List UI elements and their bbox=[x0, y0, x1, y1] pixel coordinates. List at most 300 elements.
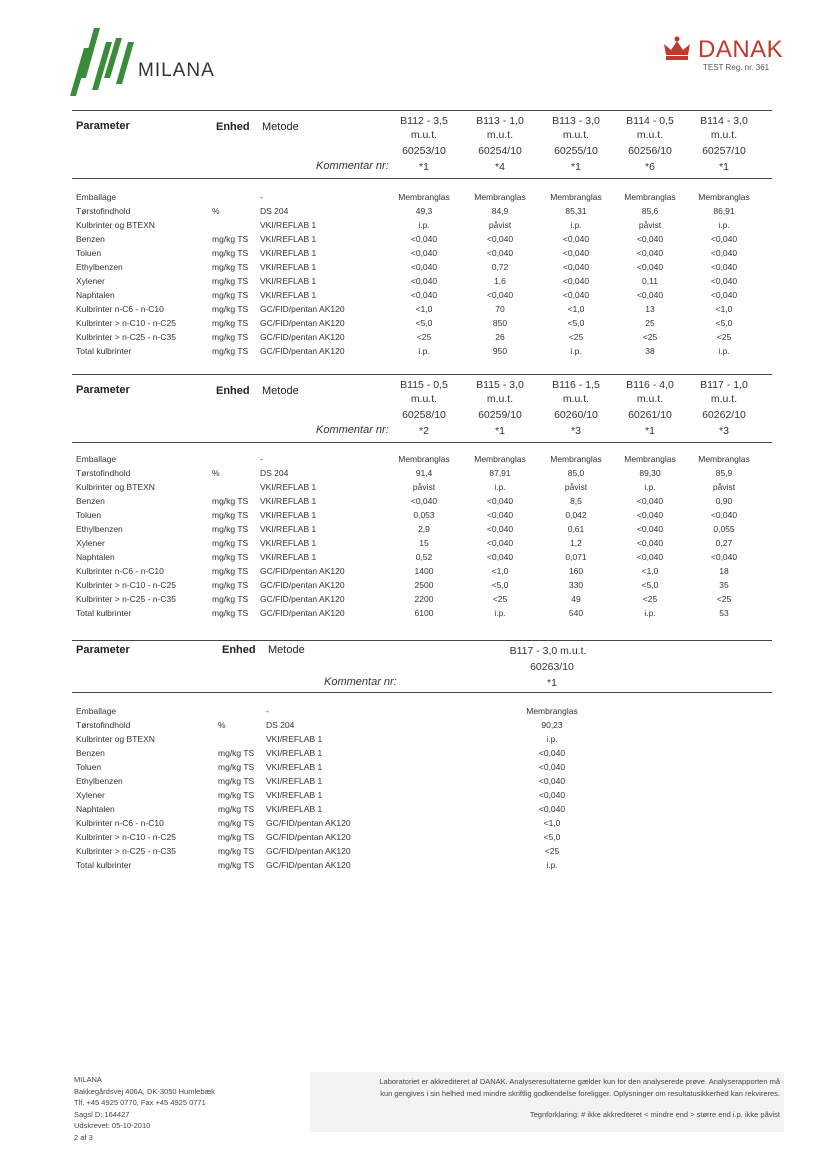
param-unit: mg/kg TS bbox=[212, 234, 249, 244]
sample-id: 60258/10 bbox=[402, 409, 446, 421]
cell-value: <0,040 bbox=[562, 234, 590, 244]
param-name: Total kulbrinter bbox=[76, 608, 132, 618]
param-name: Tørstofindhold bbox=[76, 720, 131, 730]
disclaimer-line: Laboratoriet er akkrediteret af DANAK. Analyseresultaterne gælder kun for den analyserede prøve. Analyserapporten må bbox=[379, 1077, 780, 1086]
table-row bbox=[72, 748, 772, 762]
cell-value: påvist bbox=[412, 482, 436, 492]
param-name: Kulbrinter > n-C25 - n-C35 bbox=[76, 594, 176, 604]
cell-value: i.p. bbox=[718, 346, 730, 356]
cell-value: 85,9 bbox=[715, 468, 733, 478]
cell-value: 0,72 bbox=[491, 262, 509, 272]
cell-value: <0,040 bbox=[410, 290, 438, 300]
param-name: Kulbrinter > n-C10 - n-C25 bbox=[76, 580, 176, 590]
cell-value: <25 bbox=[642, 332, 658, 342]
sample-komm: *4 bbox=[495, 161, 505, 173]
cell-value: 84,9 bbox=[491, 206, 509, 216]
footer-line: Tlf. +45 4925 0770, Fax +45 4925 0771 bbox=[74, 1098, 206, 1107]
param-unit: % bbox=[212, 206, 220, 216]
param-name: Kulbrinter og BTEXN bbox=[76, 220, 155, 230]
sample-name: B113 - 1,0 bbox=[476, 115, 524, 127]
cell-value: 0,27 bbox=[715, 538, 733, 548]
param-name: Toluen bbox=[76, 510, 102, 520]
cell-value: <5,0 bbox=[641, 580, 659, 590]
param-method: GC/FID/pentan AK120 bbox=[266, 818, 351, 828]
cell-value: <25 bbox=[716, 332, 732, 342]
param-unit: mg/kg TS bbox=[212, 594, 249, 604]
param-method: GC/FID/pentan AK120 bbox=[266, 846, 351, 856]
param-unit: mg/kg TS bbox=[218, 762, 255, 772]
cell-value: Membranglas bbox=[698, 454, 750, 464]
table-row bbox=[72, 248, 772, 262]
cell-value: <0,040 bbox=[636, 290, 664, 300]
table-row bbox=[72, 468, 772, 482]
cell-value: Membranglas bbox=[624, 192, 676, 202]
param-method: - bbox=[260, 454, 263, 464]
cell-value: 1,2 bbox=[570, 538, 582, 548]
col-header-parameter: Parameter bbox=[76, 384, 130, 396]
param-unit: mg/kg TS bbox=[212, 248, 249, 258]
cell-value: 70 bbox=[495, 304, 505, 314]
param-name: Kulbrinter og BTEXN bbox=[76, 734, 155, 744]
table-row bbox=[72, 706, 772, 720]
sample-mut: m.u.t. bbox=[636, 393, 664, 405]
cell-value: <0,040 bbox=[410, 234, 438, 244]
cell-value: i.p. bbox=[418, 220, 430, 230]
sample-komm: *1 bbox=[719, 161, 729, 173]
table-row bbox=[72, 496, 772, 510]
param-method: VKI/REFLAB 1 bbox=[260, 234, 317, 244]
cell-value: <0,040 bbox=[486, 510, 514, 520]
sample-mut: m.u.t. bbox=[410, 393, 438, 405]
param-name: Kulbrinter > n-C25 - n-C35 bbox=[76, 846, 176, 856]
param-unit: mg/kg TS bbox=[218, 832, 255, 842]
cell-value: <0,040 bbox=[486, 496, 514, 506]
table-row bbox=[72, 538, 772, 552]
param-name: Toluen bbox=[76, 248, 102, 258]
footer-line: Bakkegårdsvej 406A, DK-3050 Humlebæk bbox=[74, 1086, 215, 1096]
cell-value: i.p. bbox=[546, 860, 558, 870]
cell-value: <0,040 bbox=[562, 248, 590, 258]
table-row bbox=[72, 762, 772, 776]
cell-value: <25 bbox=[716, 594, 732, 604]
col-header-metode: Metode bbox=[262, 121, 299, 133]
cell-value: <25 bbox=[492, 594, 508, 604]
cell-value: <0,040 bbox=[410, 262, 438, 272]
table-row bbox=[72, 192, 772, 206]
col-header-metode: Metode bbox=[262, 385, 299, 397]
param-unit: % bbox=[218, 720, 226, 730]
param-method: - bbox=[266, 706, 269, 716]
danak-logo-text: DANAK bbox=[698, 36, 784, 63]
sample-id: 60256/10 bbox=[628, 145, 672, 157]
cell-value: <0,040 bbox=[486, 524, 514, 534]
param-name: Ethylbenzen bbox=[76, 262, 123, 272]
param-unit: mg/kg TS bbox=[212, 608, 249, 618]
table-row bbox=[72, 304, 772, 318]
cell-value: 0,11 bbox=[642, 276, 658, 286]
cell-value: <0,040 bbox=[710, 510, 738, 520]
cell-value: 1400 bbox=[414, 566, 434, 576]
cell-value: <0,040 bbox=[636, 234, 664, 244]
sample-name: B114 - 3,0 bbox=[700, 115, 748, 127]
param-unit: mg/kg TS bbox=[212, 332, 249, 342]
param-method: GC/FID/pentan AK120 bbox=[260, 580, 345, 590]
param-unit: mg/kg TS bbox=[218, 776, 255, 786]
param-unit: mg/kg TS bbox=[212, 510, 249, 520]
cell-value: i.p. bbox=[494, 608, 506, 618]
param-method: VKI/REFLAB 1 bbox=[260, 552, 317, 562]
cell-value: <1,0 bbox=[641, 566, 659, 576]
sample-mut: m.u.t. bbox=[562, 129, 590, 141]
param-method: GC/FID/pentan AK120 bbox=[266, 832, 351, 842]
sample-id: 60262/10 bbox=[702, 409, 746, 421]
cell-value: Membranglas bbox=[398, 454, 450, 464]
divider bbox=[72, 374, 772, 375]
sample-mut: m.u.t. bbox=[710, 393, 738, 405]
table-row bbox=[72, 832, 772, 846]
param-method: VKI/REFLAB 1 bbox=[266, 734, 323, 744]
param-method: VKI/REFLAB 1 bbox=[260, 510, 317, 520]
cell-value: <5,0 bbox=[491, 580, 509, 590]
cell-value: <0,040 bbox=[562, 262, 590, 272]
param-unit: mg/kg TS bbox=[218, 790, 255, 800]
param-name: Ethylbenzen bbox=[76, 776, 123, 786]
param-unit: mg/kg TS bbox=[212, 262, 249, 272]
cell-value: 38 bbox=[645, 346, 655, 356]
param-name: Kulbrinter og BTEXN bbox=[76, 482, 155, 492]
cell-value: i.p. bbox=[494, 482, 506, 492]
milana-logo-icon bbox=[70, 28, 140, 96]
cell-value: 0,071 bbox=[565, 552, 587, 562]
cell-value: 330 bbox=[568, 580, 584, 590]
cell-value: <0,040 bbox=[710, 276, 738, 286]
cell-value: <0,040 bbox=[486, 248, 514, 258]
param-name: Naphtalen bbox=[76, 290, 115, 300]
cell-value: 2200 bbox=[414, 594, 434, 604]
divider bbox=[72, 442, 772, 443]
table-row bbox=[72, 220, 772, 234]
param-method: VKI/REFLAB 1 bbox=[260, 220, 317, 230]
cell-value: 25 bbox=[645, 318, 655, 328]
logo-text: MILANA bbox=[138, 60, 215, 81]
param-method: VKI/REFLAB 1 bbox=[266, 776, 323, 786]
sample-mut: m.u.t. bbox=[486, 129, 514, 141]
cell-value: 86,91 bbox=[713, 206, 735, 216]
cell-value: 89,30 bbox=[639, 468, 661, 478]
footer-line: Udskrevet: 05-10-2010 bbox=[74, 1121, 151, 1130]
cell-value: Membranglas bbox=[550, 192, 602, 202]
cell-value: <0,040 bbox=[636, 552, 664, 562]
cell-value: 49,3 bbox=[415, 206, 433, 216]
cell-value: <0,040 bbox=[486, 538, 514, 548]
cell-value: <0,040 bbox=[636, 262, 664, 272]
param-method: GC/FID/pentan AK120 bbox=[260, 608, 345, 618]
cell-value: Membranglas bbox=[398, 192, 450, 202]
param-name: Xylener bbox=[76, 538, 105, 548]
param-name: Naphtalen bbox=[76, 552, 115, 562]
param-name: Emballage bbox=[76, 706, 117, 716]
table-row bbox=[72, 790, 772, 804]
param-method: GC/FID/pentan AK120 bbox=[260, 304, 345, 314]
cell-value: <0,040 bbox=[710, 234, 738, 244]
cell-value: 15 bbox=[419, 538, 429, 548]
cell-value: <0,040 bbox=[410, 248, 438, 258]
param-method: VKI/REFLAB 1 bbox=[266, 762, 323, 772]
cell-value: <0,040 bbox=[486, 234, 514, 244]
cell-value: <25 bbox=[416, 332, 432, 342]
cell-value: 0,90 bbox=[715, 496, 733, 506]
param-method: VKI/REFLAB 1 bbox=[260, 248, 317, 258]
cell-value: Membranglas bbox=[474, 192, 526, 202]
param-unit: mg/kg TS bbox=[212, 538, 249, 548]
results-table-1 bbox=[72, 110, 772, 370]
cell-value: <25 bbox=[642, 594, 658, 604]
cell-value: Membranglas bbox=[698, 192, 750, 202]
param-method: GC/FID/pentan AK120 bbox=[260, 594, 345, 604]
cell-value: <0,040 bbox=[410, 276, 438, 286]
table-row bbox=[72, 332, 772, 346]
sample-id: 60260/10 bbox=[554, 409, 598, 421]
cell-value: 13 bbox=[645, 304, 655, 314]
sample-komm: *3 bbox=[719, 425, 729, 437]
cell-value: <0,040 bbox=[636, 524, 664, 534]
param-method: GC/FID/pentan AK120 bbox=[260, 318, 345, 328]
col-header-parameter: Parameter bbox=[76, 120, 130, 132]
table-row bbox=[72, 846, 772, 860]
cell-value: i.p. bbox=[644, 482, 656, 492]
table-row bbox=[72, 566, 772, 580]
param-unit: mg/kg TS bbox=[218, 804, 255, 814]
cell-value: <0,040 bbox=[710, 552, 738, 562]
param-name: Kulbrinter > n-C10 - n-C25 bbox=[76, 832, 176, 842]
param-name: Tørstofindhold bbox=[76, 468, 131, 478]
divider bbox=[72, 110, 772, 111]
cell-value: 2,9 bbox=[418, 524, 430, 534]
table-row bbox=[72, 290, 772, 304]
results-table-3 bbox=[72, 640, 772, 880]
table-row bbox=[72, 818, 772, 832]
param-method: VKI/REFLAB 1 bbox=[260, 482, 317, 492]
sample-komm: *1 bbox=[571, 161, 581, 173]
param-unit: mg/kg TS bbox=[212, 566, 249, 576]
cell-value: 540 bbox=[568, 608, 584, 618]
cell-value: <1,0 bbox=[543, 818, 561, 828]
cell-value: 85,6 bbox=[641, 206, 659, 216]
cell-value: <0,040 bbox=[636, 510, 664, 520]
cell-value: <1,0 bbox=[567, 304, 585, 314]
table-row bbox=[72, 804, 772, 818]
param-name: Xylener bbox=[76, 276, 105, 286]
cell-value: 6100 bbox=[414, 608, 434, 618]
param-method: DS 204 bbox=[260, 206, 289, 216]
cell-value: <1,0 bbox=[491, 566, 509, 576]
table-row bbox=[72, 860, 772, 874]
cell-value: 0,055 bbox=[713, 524, 735, 534]
param-name: Kulbrinter > n-C25 - n-C35 bbox=[76, 332, 176, 342]
param-method: VKI/REFLAB 1 bbox=[260, 524, 317, 534]
sample-id: 60254/10 bbox=[478, 145, 522, 157]
cell-value: <0,040 bbox=[538, 748, 566, 758]
cell-value: påvist bbox=[488, 220, 512, 230]
sample-id: 60261/10 bbox=[628, 409, 672, 421]
footer-line: 2 af 3 bbox=[74, 1132, 93, 1142]
kommentar-label: Kommentar nr: bbox=[316, 424, 389, 436]
param-name: Benzen bbox=[76, 748, 105, 758]
cell-value: 0,61 bbox=[567, 524, 585, 534]
sample-komm: *2 bbox=[419, 425, 429, 437]
cell-value: <0,040 bbox=[562, 276, 590, 286]
danak-crown-icon bbox=[662, 36, 692, 62]
cell-value: 0,053 bbox=[413, 510, 435, 520]
param-unit: mg/kg TS bbox=[212, 346, 249, 356]
cell-value: <0,040 bbox=[538, 804, 566, 814]
cell-value: <0,040 bbox=[636, 496, 664, 506]
divider bbox=[72, 692, 772, 693]
kommentar-label: Kommentar nr: bbox=[316, 160, 389, 172]
cell-value: <0,040 bbox=[710, 290, 738, 300]
cell-value: <0,040 bbox=[486, 290, 514, 300]
cell-value: <0,040 bbox=[710, 248, 738, 258]
param-unit: % bbox=[212, 468, 220, 478]
sample-mut: m.u.t. bbox=[486, 393, 514, 405]
cell-value: i.p. bbox=[644, 608, 656, 618]
sample-name: B117 - 3,0 m.u.t. bbox=[509, 645, 587, 657]
table-row bbox=[72, 482, 772, 496]
sample-id: 60253/10 bbox=[402, 145, 446, 157]
param-method: GC/FID/pentan AK120 bbox=[260, 566, 345, 576]
param-unit: mg/kg TS bbox=[212, 318, 249, 328]
sample-komm: *1 bbox=[419, 161, 429, 173]
sample-name: B116 - 4,0 bbox=[626, 379, 674, 391]
cell-value: <0,040 bbox=[538, 776, 566, 786]
table-row bbox=[72, 720, 772, 734]
danak-reg-number: TEST Reg. nr. 361 bbox=[703, 63, 770, 72]
cell-value: <0,040 bbox=[636, 248, 664, 258]
param-unit: mg/kg TS bbox=[212, 496, 249, 506]
cell-value: <1,0 bbox=[715, 304, 733, 314]
cell-value: 1,6 bbox=[494, 276, 506, 286]
cell-value: <1,0 bbox=[415, 304, 433, 314]
param-unit: mg/kg TS bbox=[212, 524, 249, 534]
param-name: Xylener bbox=[76, 790, 105, 800]
cell-value: <0,040 bbox=[410, 496, 438, 506]
cell-value: i.p. bbox=[570, 220, 582, 230]
table-row bbox=[72, 276, 772, 290]
footer-line: Sagsl D: 164427 bbox=[74, 1109, 130, 1119]
table-row bbox=[72, 234, 772, 248]
sample-name: B115 - 3,0 bbox=[476, 379, 524, 391]
col-header-metode: Metode bbox=[268, 644, 305, 656]
param-unit: mg/kg TS bbox=[212, 304, 249, 314]
sample-name: B117 - 1,0 bbox=[700, 379, 748, 391]
cell-value: påvist bbox=[638, 220, 662, 230]
cell-value: 26 bbox=[495, 332, 505, 342]
col-header-enhed: Enhed bbox=[216, 121, 250, 133]
sample-name: B116 - 1,5 bbox=[552, 379, 600, 391]
cell-value: <0,040 bbox=[538, 762, 566, 772]
param-method: - bbox=[260, 192, 263, 202]
param-method: VKI/REFLAB 1 bbox=[260, 538, 317, 548]
param-name: Naphtalen bbox=[76, 804, 115, 814]
param-name: Tørstofindhold bbox=[76, 206, 131, 216]
param-method: VKI/REFLAB 1 bbox=[266, 804, 323, 814]
sample-komm: *1 bbox=[547, 677, 557, 689]
param-name: Benzen bbox=[76, 234, 105, 244]
cell-value: <25 bbox=[568, 332, 584, 342]
sample-id: 60257/10 bbox=[702, 145, 746, 157]
cell-value: i.p. bbox=[546, 734, 558, 744]
divider bbox=[72, 640, 772, 641]
param-name: Total kulbrinter bbox=[76, 346, 132, 356]
footer-disclaimer bbox=[310, 1076, 780, 1100]
col-header-parameter: Parameter bbox=[76, 644, 130, 656]
table-row bbox=[72, 454, 772, 468]
divider bbox=[72, 178, 772, 179]
param-unit: mg/kg TS bbox=[212, 552, 249, 562]
param-name: Kulbrinter > n-C10 - n-C25 bbox=[76, 318, 176, 328]
cell-value: <0,040 bbox=[710, 262, 738, 272]
cell-value: i.p. bbox=[718, 220, 730, 230]
cell-value: Membranglas bbox=[526, 706, 578, 716]
cell-value: <5,0 bbox=[543, 832, 561, 842]
param-method: VKI/REFLAB 1 bbox=[266, 790, 323, 800]
footer-legend: Tegnforklaring: # ikke akkrediteret < mindre end > større end i.p. ikke påvist bbox=[529, 1110, 780, 1119]
sample-name: B114 - 0,5 bbox=[626, 115, 674, 127]
sample-name: B115 - 0,5 bbox=[400, 379, 448, 391]
sample-name: B112 - 3,5 bbox=[400, 115, 448, 127]
table-row bbox=[72, 608, 772, 622]
cell-value: påvist bbox=[564, 482, 588, 492]
param-method: DS 204 bbox=[260, 468, 289, 478]
cell-value: <0,040 bbox=[636, 538, 664, 548]
sample-id: 60259/10 bbox=[478, 409, 522, 421]
results-table-2 bbox=[72, 374, 772, 634]
table-row bbox=[72, 580, 772, 594]
param-method: VKI/REFLAB 1 bbox=[260, 496, 317, 506]
footer-line: MILANA bbox=[74, 1075, 102, 1084]
param-unit: mg/kg TS bbox=[218, 860, 255, 870]
param-unit: mg/kg TS bbox=[212, 290, 249, 300]
param-unit: mg/kg TS bbox=[212, 276, 249, 286]
param-method: VKI/REFLAB 1 bbox=[266, 748, 323, 758]
cell-value: <25 bbox=[544, 846, 560, 856]
table-row bbox=[72, 734, 772, 748]
sample-mut: m.u.t. bbox=[562, 393, 590, 405]
table-row bbox=[72, 262, 772, 276]
footer-address bbox=[74, 1074, 215, 1143]
table-row bbox=[72, 346, 772, 360]
param-name: Benzen bbox=[76, 496, 105, 506]
sample-name: B113 - 3,0 bbox=[552, 115, 600, 127]
cell-value: 87,91 bbox=[489, 468, 511, 478]
param-method: VKI/REFLAB 1 bbox=[260, 290, 317, 300]
param-method: GC/FID/pentan AK120 bbox=[260, 332, 345, 342]
cell-value: 18 bbox=[719, 566, 729, 576]
table-row bbox=[72, 594, 772, 608]
cell-value: <5,0 bbox=[715, 318, 733, 328]
sample-mut: m.u.t. bbox=[410, 129, 438, 141]
param-name: Toluen bbox=[76, 762, 102, 772]
param-method: GC/FID/pentan AK120 bbox=[260, 346, 345, 356]
sample-komm: *3 bbox=[571, 425, 581, 437]
param-unit: mg/kg TS bbox=[218, 846, 255, 856]
cell-value: 49 bbox=[571, 594, 581, 604]
param-method: GC/FID/pentan AK120 bbox=[266, 860, 351, 870]
cell-value: <5,0 bbox=[415, 318, 433, 328]
param-name: Emballage bbox=[76, 454, 117, 464]
param-method: VKI/REFLAB 1 bbox=[260, 262, 317, 272]
param-name: Kulbrinter n-C6 - n-C10 bbox=[76, 304, 164, 314]
